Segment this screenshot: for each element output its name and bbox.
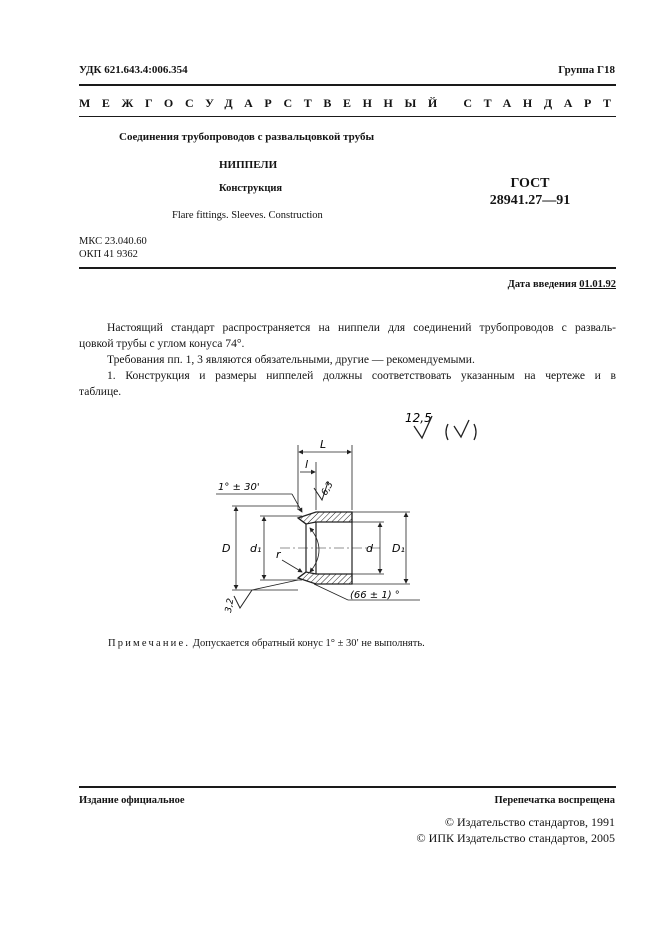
gost-number: 28941.27—91 — [489, 193, 571, 208]
intro-date-value: 01.01.92 — [579, 279, 616, 290]
note-prefix: Примечание. — [108, 638, 191, 649]
intro-date — [508, 279, 616, 290]
top-rule-thin — [79, 116, 616, 117]
body-text — [79, 320, 616, 400]
note-text: Допускается обратный конус 1° ± 30′ не выполнять. — [190, 638, 425, 649]
label-angle-2: (66 ± 1) ° — [350, 590, 400, 601]
document-subtitle: НИППЕЛИ — [219, 159, 278, 171]
footer-reprint: Перепечатка воспрещена — [494, 795, 615, 806]
paragraph-1-line-1: Настоящий стандарт распространяется на ниппели для соединений трубопроводов с разваль- — [107, 321, 616, 334]
document-sub-subtitle: Конструкция — [219, 183, 283, 194]
local-roughness — [314, 480, 336, 500]
paragraph-1-line-2: цовкой трубы с углом конуса 74°. — [79, 337, 245, 350]
label-D: D — [222, 542, 231, 555]
title-rule — [79, 267, 616, 269]
label-r: r — [276, 548, 281, 561]
paragraph-2: Требования пп. 1, 3 являются обязательными, другие — рекомендуемыми. — [107, 353, 475, 366]
label-roughness-small: 3,2 — [223, 597, 237, 614]
label-d1: d₁ — [250, 542, 262, 555]
udk-code: УДК 621.643.4:006.354 — [79, 64, 188, 76]
label-angle-1: 1° ± 30' — [218, 482, 260, 493]
footer-official: Издание официальное — [79, 795, 185, 806]
note — [108, 638, 425, 649]
roughness-symbol — [405, 411, 476, 440]
classification-codes — [79, 235, 147, 261]
gost-block — [480, 175, 580, 209]
label-d: d — [366, 542, 373, 555]
copyright-1991: © Издательство стандартов, 1991 — [444, 815, 615, 829]
roughness-small — [224, 580, 298, 613]
okp-code: ОКП 41 9362 — [79, 249, 138, 260]
roughness-value: 12,5 — [405, 411, 432, 425]
copyright-block — [417, 814, 615, 846]
top-rule — [79, 84, 616, 86]
english-title: Flare fittings. Sleeves. Construction — [172, 210, 323, 221]
document-title: Соединения трубопроводов с развальцовкой трубы — [119, 131, 375, 143]
group-code: Группа Г18 — [558, 64, 615, 76]
intro-date-label: Дата введения — [507, 279, 577, 290]
label-l: l — [305, 458, 309, 471]
label-D1: D₁ — [392, 542, 405, 555]
gost-label: ГОСТ — [510, 176, 550, 191]
footer-rule — [79, 786, 616, 788]
mks-code: МКС 23.040.60 — [79, 236, 147, 247]
paragraph-3-line-2: таблице. — [79, 385, 122, 398]
part-section — [280, 512, 380, 584]
standard-type: МЕЖГОСУДАРСТВЕННЫЙ СТАНДАРТ — [79, 96, 623, 110]
copyright-2005: © ИПК Издательство стандартов, 2005 — [416, 831, 615, 845]
paragraph-3-line-1: 1. Конструкция и размеры ниппелей должны соответствовать указанным на чертеже и в — [107, 369, 616, 382]
nipple-drawing — [210, 400, 490, 620]
label-L: L — [320, 438, 327, 451]
label-roughness-local: 6,3 — [319, 480, 336, 498]
